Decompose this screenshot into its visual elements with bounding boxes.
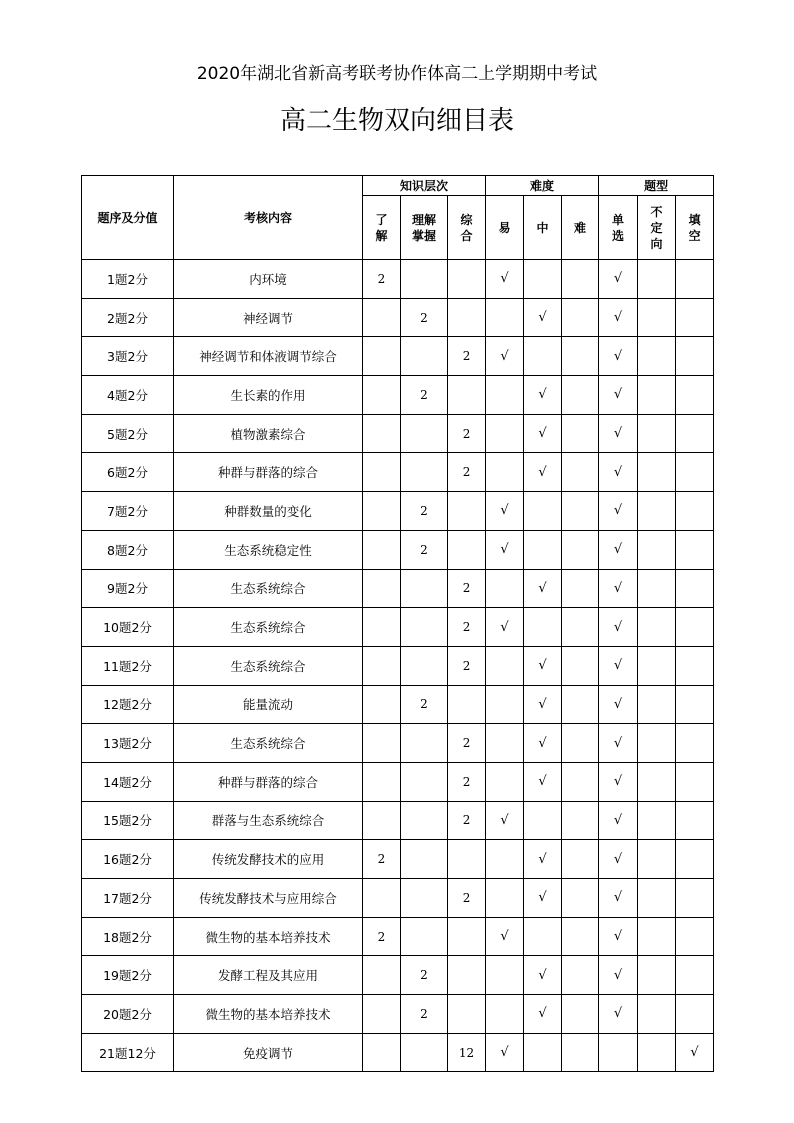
cell-indefinite-choice: [638, 917, 676, 956]
header-hard: 难: [562, 196, 599, 260]
cell-comprehend: 2: [401, 530, 448, 569]
header-understand: 了 解: [363, 196, 401, 260]
cell-single-choice: √: [599, 879, 638, 918]
header-single-choice: 单 选: [599, 196, 638, 260]
table-row: [82, 762, 714, 801]
cell-hard: [562, 762, 599, 801]
cell-comprehensive: [448, 298, 486, 337]
cell-indefinite-choice: [638, 840, 676, 879]
cell-fill-blank: √: [676, 1033, 714, 1072]
cell-understand: [363, 337, 401, 376]
cell-indefinite-choice: [638, 724, 676, 763]
table-row: [82, 453, 714, 492]
cell-easy: [486, 376, 524, 415]
cell-indefinite-choice: [638, 608, 676, 647]
cell-hard: [562, 879, 599, 918]
table-row: [82, 995, 714, 1034]
cell-medium: √: [524, 956, 562, 995]
cell-seq: 10题2分: [82, 608, 174, 647]
cell-hard: [562, 414, 599, 453]
cell-comprehensive: [448, 685, 486, 724]
cell-easy: [486, 569, 524, 608]
cell-comprehend: [401, 840, 448, 879]
cell-single-choice: √: [599, 492, 638, 531]
cell-indefinite-choice: [638, 879, 676, 918]
cell-fill-blank: [676, 453, 714, 492]
cell-comprehend: [401, 414, 448, 453]
header-indefinite-choice: 不 定 向: [638, 196, 676, 260]
table-row: [82, 337, 714, 376]
cell-content: 微生物的基本培养技术: [174, 995, 363, 1034]
cell-single-choice: √: [599, 917, 638, 956]
cell-fill-blank: [676, 917, 714, 956]
cell-fill-blank: [676, 879, 714, 918]
table-row: [82, 376, 714, 415]
header-medium: 中: [524, 196, 562, 260]
cell-easy: [486, 685, 524, 724]
cell-single-choice: √: [599, 801, 638, 840]
cell-seq: 7题2分: [82, 492, 174, 531]
cell-single-choice: √: [599, 646, 638, 685]
cell-understand: [363, 453, 401, 492]
cell-single-choice: √: [599, 414, 638, 453]
cell-single-choice: √: [599, 956, 638, 995]
table-row: [82, 298, 714, 337]
cell-comprehend: 2: [401, 956, 448, 995]
cell-comprehend: [401, 569, 448, 608]
cell-content: 种群与群落的综合: [174, 762, 363, 801]
cell-single-choice: √: [599, 569, 638, 608]
cell-content: 微生物的基本培养技术: [174, 917, 363, 956]
cell-comprehend: [401, 762, 448, 801]
header-content: 考核内容: [174, 176, 363, 260]
cell-indefinite-choice: [638, 995, 676, 1034]
table-row: [82, 530, 714, 569]
cell-understand: [363, 608, 401, 647]
cell-indefinite-choice: [638, 453, 676, 492]
cell-seq: 8题2分: [82, 530, 174, 569]
table-row: [82, 685, 714, 724]
cell-indefinite-choice: [638, 530, 676, 569]
cell-understand: [363, 376, 401, 415]
cell-comprehensive: [448, 530, 486, 569]
cell-easy: [486, 646, 524, 685]
cell-hard: [562, 724, 599, 763]
cell-fill-blank: [676, 530, 714, 569]
cell-seq: 2题2分: [82, 298, 174, 337]
cell-content: 植物激素综合: [174, 414, 363, 453]
cell-comprehensive: 2: [448, 337, 486, 376]
cell-seq: 5题2分: [82, 414, 174, 453]
cell-understand: [363, 762, 401, 801]
cell-medium: [524, 492, 562, 531]
cell-comprehensive: 2: [448, 801, 486, 840]
cell-fill-blank: [676, 995, 714, 1034]
cell-comprehensive: 2: [448, 724, 486, 763]
cell-seq: 15题2分: [82, 801, 174, 840]
cell-understand: 2: [363, 917, 401, 956]
cell-easy: [486, 762, 524, 801]
cell-fill-blank: [676, 414, 714, 453]
table-row: [82, 569, 714, 608]
header-difficulty: 难度: [486, 176, 599, 196]
cell-comprehend: 2: [401, 298, 448, 337]
cell-single-choice: √: [599, 260, 638, 299]
cell-medium: √: [524, 376, 562, 415]
table-row: [82, 840, 714, 879]
cell-understand: 2: [363, 260, 401, 299]
cell-comprehensive: 2: [448, 414, 486, 453]
cell-easy: [486, 995, 524, 1034]
cell-medium: √: [524, 569, 562, 608]
cell-content: 神经调节和体液调节综合: [174, 337, 363, 376]
table-row: [82, 414, 714, 453]
cell-comprehensive: [448, 260, 486, 299]
cell-content: 生态系统综合: [174, 646, 363, 685]
cell-medium: [524, 608, 562, 647]
cell-single-choice: √: [599, 608, 638, 647]
cell-comprehend: [401, 724, 448, 763]
cell-hard: [562, 260, 599, 299]
cell-content: 生态系统稳定性: [174, 530, 363, 569]
cell-comprehensive: [448, 956, 486, 995]
header-comprehensive: 综 合: [448, 196, 486, 260]
cell-medium: [524, 260, 562, 299]
cell-content: 群落与生态系统综合: [174, 801, 363, 840]
cell-easy: [486, 298, 524, 337]
cell-understand: [363, 685, 401, 724]
cell-comprehend: 2: [401, 492, 448, 531]
cell-seq: 18题2分: [82, 917, 174, 956]
cell-single-choice: [599, 1033, 638, 1072]
cell-hard: [562, 376, 599, 415]
table-row: [82, 260, 714, 299]
cell-medium: √: [524, 995, 562, 1034]
cell-medium: √: [524, 646, 562, 685]
cell-medium: √: [524, 414, 562, 453]
cell-understand: [363, 995, 401, 1034]
cell-medium: √: [524, 298, 562, 337]
cell-content: 能量流动: [174, 685, 363, 724]
table-body: [82, 260, 714, 1072]
cell-content: 种群与群落的综合: [174, 453, 363, 492]
cell-single-choice: √: [599, 298, 638, 337]
cell-fill-blank: [676, 646, 714, 685]
cell-comprehensive: 2: [448, 608, 486, 647]
cell-easy: [486, 879, 524, 918]
cell-indefinite-choice: [638, 685, 676, 724]
cell-content: 生态系统综合: [174, 608, 363, 647]
cell-easy: [486, 414, 524, 453]
cell-hard: [562, 646, 599, 685]
cell-medium: [524, 337, 562, 376]
cell-easy: √: [486, 530, 524, 569]
cell-comprehend: [401, 337, 448, 376]
cell-comprehensive: [448, 840, 486, 879]
cell-understand: [363, 646, 401, 685]
spec-table: [81, 175, 714, 1072]
cell-easy: [486, 453, 524, 492]
cell-easy: [486, 724, 524, 763]
cell-single-choice: √: [599, 724, 638, 763]
cell-understand: [363, 879, 401, 918]
cell-seq: 3题2分: [82, 337, 174, 376]
cell-comprehend: [401, 646, 448, 685]
cell-medium: [524, 1033, 562, 1072]
cell-indefinite-choice: [638, 298, 676, 337]
cell-single-choice: √: [599, 530, 638, 569]
cell-content: 传统发酵技术与应用综合: [174, 879, 363, 918]
cell-easy: [486, 840, 524, 879]
cell-understand: [363, 298, 401, 337]
header-seq: 题序及分值: [82, 176, 174, 260]
cell-medium: √: [524, 879, 562, 918]
cell-seq: 20题2分: [82, 995, 174, 1034]
cell-indefinite-choice: [638, 376, 676, 415]
cell-understand: [363, 724, 401, 763]
cell-hard: [562, 1033, 599, 1072]
cell-medium: √: [524, 685, 562, 724]
cell-easy: √: [486, 1033, 524, 1072]
cell-fill-blank: [676, 337, 714, 376]
cell-hard: [562, 530, 599, 569]
cell-content: 传统发酵技术的应用: [174, 840, 363, 879]
cell-fill-blank: [676, 492, 714, 531]
cell-fill-blank: [676, 762, 714, 801]
cell-comprehensive: [448, 492, 486, 531]
cell-comprehensive: 2: [448, 879, 486, 918]
cell-seq: 14题2分: [82, 762, 174, 801]
cell-comprehend: [401, 453, 448, 492]
cell-comprehend: 2: [401, 376, 448, 415]
cell-content: 发酵工程及其应用: [174, 956, 363, 995]
cell-easy: √: [486, 608, 524, 647]
table-row: [82, 1033, 714, 1072]
cell-hard: [562, 298, 599, 337]
cell-seq: 21题12分: [82, 1033, 174, 1072]
cell-hard: [562, 840, 599, 879]
header-knowledge-level: 知识层次: [363, 176, 486, 196]
cell-fill-blank: [676, 376, 714, 415]
cell-understand: [363, 414, 401, 453]
cell-single-choice: √: [599, 995, 638, 1034]
cell-indefinite-choice: [638, 492, 676, 531]
cell-comprehend: [401, 801, 448, 840]
cell-indefinite-choice: [638, 337, 676, 376]
cell-seq: 9题2分: [82, 569, 174, 608]
cell-single-choice: √: [599, 685, 638, 724]
table-row: [82, 801, 714, 840]
cell-content: 生长素的作用: [174, 376, 363, 415]
cell-seq: 19题2分: [82, 956, 174, 995]
cell-fill-blank: [676, 260, 714, 299]
cell-content: 神经调节: [174, 298, 363, 337]
cell-hard: [562, 801, 599, 840]
cell-fill-blank: [676, 840, 714, 879]
cell-comprehensive: 2: [448, 453, 486, 492]
cell-comprehensive: [448, 995, 486, 1034]
cell-seq: 1题2分: [82, 260, 174, 299]
cell-comprehend: [401, 879, 448, 918]
header-question-type: 题型: [599, 176, 714, 196]
cell-hard: [562, 917, 599, 956]
cell-understand: [363, 801, 401, 840]
cell-medium: √: [524, 762, 562, 801]
cell-comprehend: 2: [401, 685, 448, 724]
cell-easy: √: [486, 492, 524, 531]
cell-single-choice: √: [599, 840, 638, 879]
cell-comprehend: [401, 1033, 448, 1072]
cell-understand: [363, 569, 401, 608]
cell-medium: [524, 801, 562, 840]
cell-comprehend: [401, 608, 448, 647]
cell-easy: √: [486, 337, 524, 376]
table-row: [82, 879, 714, 918]
cell-fill-blank: [676, 298, 714, 337]
cell-single-choice: √: [599, 376, 638, 415]
cell-easy: √: [486, 917, 524, 956]
table-row: [82, 917, 714, 956]
cell-comprehensive: 2: [448, 569, 486, 608]
cell-content: 内环境: [174, 260, 363, 299]
cell-indefinite-choice: [638, 762, 676, 801]
table-row: [82, 608, 714, 647]
cell-understand: [363, 492, 401, 531]
cell-seq: 6题2分: [82, 453, 174, 492]
table-row: [82, 492, 714, 531]
cell-comprehensive: [448, 376, 486, 415]
cell-understand: 2: [363, 840, 401, 879]
cell-understand: [363, 530, 401, 569]
document-subtitle: 高二生物双向细目表: [279, 106, 514, 136]
table-row: [82, 724, 714, 763]
cell-seq: 11题2分: [82, 646, 174, 685]
cell-indefinite-choice: [638, 646, 676, 685]
cell-fill-blank: [676, 801, 714, 840]
cell-indefinite-choice: [638, 956, 676, 995]
cell-comprehend: 2: [401, 995, 448, 1034]
cell-indefinite-choice: [638, 414, 676, 453]
cell-comprehensive: [448, 917, 486, 956]
cell-medium: [524, 530, 562, 569]
cell-content: 免疫调节: [174, 1033, 363, 1072]
cell-indefinite-choice: [638, 569, 676, 608]
cell-seq: 4题2分: [82, 376, 174, 415]
cell-hard: [562, 453, 599, 492]
cell-hard: [562, 608, 599, 647]
cell-medium: √: [524, 840, 562, 879]
cell-easy: √: [486, 260, 524, 299]
cell-medium: √: [524, 453, 562, 492]
cell-hard: [562, 685, 599, 724]
cell-seq: 13题2分: [82, 724, 174, 763]
header-easy: 易: [486, 196, 524, 260]
cell-fill-blank: [676, 956, 714, 995]
header-fill-blank: 填 空: [676, 196, 714, 260]
cell-hard: [562, 492, 599, 531]
cell-hard: [562, 956, 599, 995]
header-comprehend: 理解 掌握: [401, 196, 448, 260]
cell-easy: [486, 956, 524, 995]
cell-seq: 16题2分: [82, 840, 174, 879]
cell-easy: √: [486, 801, 524, 840]
cell-hard: [562, 569, 599, 608]
cell-seq: 17题2分: [82, 879, 174, 918]
table-row: [82, 646, 714, 685]
cell-content: 种群数量的变化: [174, 492, 363, 531]
cell-comprehensive: 2: [448, 646, 486, 685]
table-row: [82, 956, 714, 995]
cell-medium: [524, 917, 562, 956]
cell-comprehend: [401, 917, 448, 956]
cell-understand: [363, 956, 401, 995]
cell-comprehend: [401, 260, 448, 299]
document-title: 2020年湖北省新高考联考协作体高二上学期期中考试: [196, 64, 598, 84]
cell-single-choice: √: [599, 337, 638, 376]
cell-understand: [363, 1033, 401, 1072]
cell-comprehensive: 2: [448, 762, 486, 801]
cell-single-choice: √: [599, 762, 638, 801]
cell-content: 生态系统综合: [174, 569, 363, 608]
cell-fill-blank: [676, 569, 714, 608]
cell-single-choice: √: [599, 453, 638, 492]
cell-hard: [562, 995, 599, 1034]
cell-seq: 12题2分: [82, 685, 174, 724]
cell-medium: √: [524, 724, 562, 763]
cell-indefinite-choice: [638, 1033, 676, 1072]
cell-indefinite-choice: [638, 801, 676, 840]
cell-hard: [562, 337, 599, 376]
cell-indefinite-choice: [638, 260, 676, 299]
cell-fill-blank: [676, 724, 714, 763]
cell-fill-blank: [676, 685, 714, 724]
cell-comprehensive: 12: [448, 1033, 486, 1072]
cell-content: 生态系统综合: [174, 724, 363, 763]
cell-fill-blank: [676, 608, 714, 647]
